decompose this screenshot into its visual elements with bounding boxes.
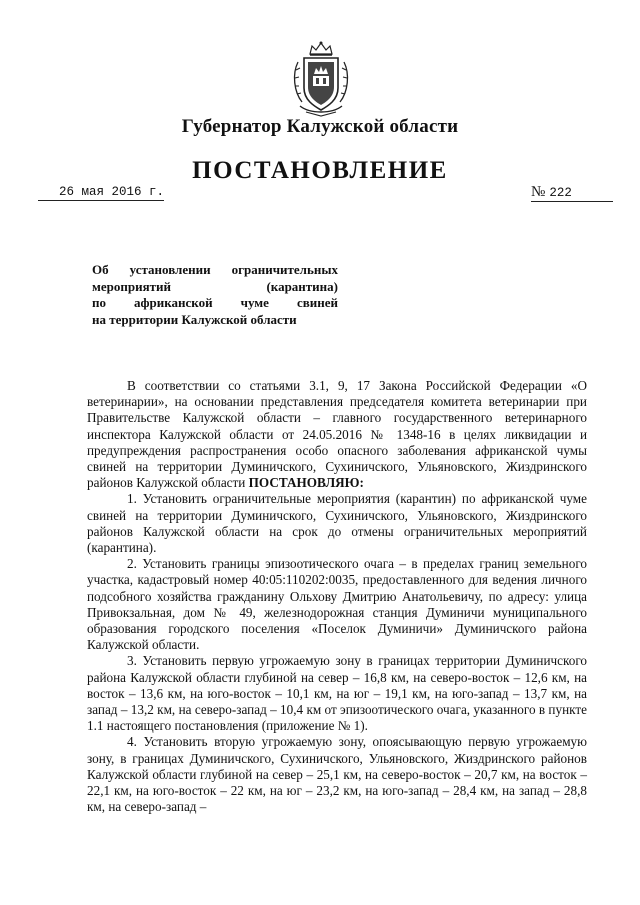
preamble-text: В соответствии со статьями 3.1, 9, 17 Закона Российской Федерации «О ветеринарии», на основании представления председателя комитета ветеринарии при Правительстве Калужской области – главного государственного ветеринарного инспектора Калужской области от 24.05.2016 № 1348-16 в целях ликвидации и предупреждения распространения особо опасного заболевания африканской чумы свиней на территории Думиничского, Сухиничского, Ульяновского, Жиздринского районов Калужской области bbox=[87, 378, 587, 491]
document-date: 26 мая 2016 г. bbox=[38, 185, 164, 201]
decree-word: ПОСТАНОВЛЯЮ: bbox=[248, 475, 364, 491]
preamble-paragraph bbox=[87, 378, 587, 491]
clause-paragraph: 2. Установить границы эпизоотического очага – в пределах границ земельного участка, кадастровый номер 40:05:110202:0035, предоставленного для ведения личного подсобного хозяйства гражданину Ольхову Дмитрию Анатольевичу, по адресу: улица Привокзальная, дом № 49, железнодорожная станция Думиничи муниципального образования городского поселения «Поселок Думиничи» Думиничского района Калужской области. bbox=[87, 556, 587, 653]
subject-line: на территории Калужской области bbox=[92, 311, 297, 327]
clause-paragraph: 1. Установить ограничительные мероприятия (карантин) по африканской чуме свиней на территории Думиничского, Сухиничского, Ульяновского, Жиздринского районов Калужской области на срок до отмены ограничительных мероприятий (карантина). bbox=[87, 491, 587, 556]
number-sign: № bbox=[531, 184, 546, 200]
subject-line: мероприятий (карантина) bbox=[92, 278, 338, 294]
subject-line: по африканской чуме свиней bbox=[92, 295, 338, 310]
document-body bbox=[87, 378, 587, 815]
coat-of-arms-icon bbox=[290, 40, 352, 118]
document-number-field bbox=[531, 184, 613, 202]
subject-line: Об установлении ограничительных bbox=[92, 262, 338, 277]
document-type-title: ПОСТАНОВЛЕНИЕ bbox=[192, 157, 448, 184]
clause-paragraph: 3. Установить первую угрожаемую зону в границах территории Думиничского района Калужской области глубиной на север – 16,8 км, на северо-восток – 12,6 км, на восток – 13,6 км, на юго-восток – 10,1 км, на юг – 19,1 км, на юго-запад – 13,7 км, на запад – 13,2 км, на северо-запад – 10,4 км от эпизоотического очага, указанного в пункте 1.1 настоящего постановления (приложение № 1). bbox=[87, 653, 587, 734]
document-subject bbox=[92, 262, 338, 328]
issuing-authority: Губернатор Калужской области bbox=[181, 116, 459, 137]
clause-paragraph: 4. Установить вторую угрожаемую зону, опоясывающую первую угрожаемую зону, в границах Думиничского, Сухиничского, Ульяновского, Жиздринского районов Калужской области глубиной на север – 25,1 км, на северо-восток – 20,7 км, на восток – 22,1 км, на юго-восток – 22 км, на юг – 23,2 км, на юго-запад – 28,4 км, на запад – 28,8 км, на северо-запад – bbox=[87, 734, 587, 815]
document-number: 222 bbox=[549, 186, 572, 200]
